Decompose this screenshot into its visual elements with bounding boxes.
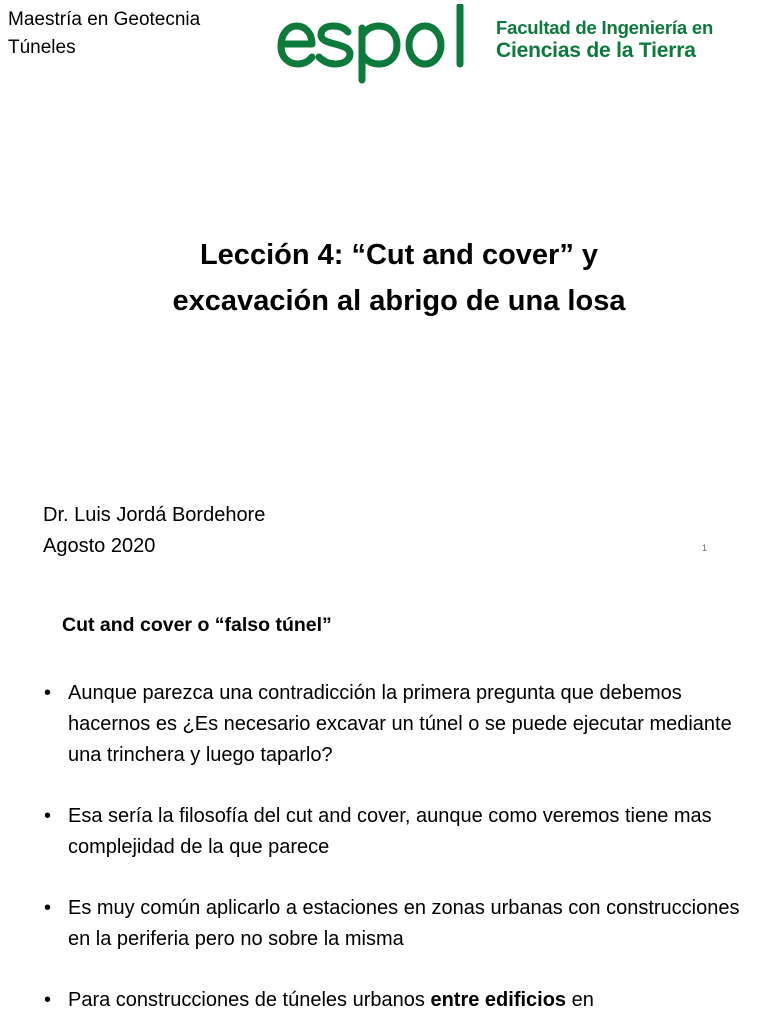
bullet-icon: • [44, 805, 52, 827]
presentation-date: Agosto 2020 [43, 535, 156, 557]
lesson-title-line-2: excavación al abrigo de una losa [172, 285, 626, 317]
page-number: 1 [702, 543, 708, 553]
bullet-item [44, 893, 744, 955]
bullet-text-part: en [566, 989, 594, 1011]
slide-2 [0, 576, 768, 1024]
bullet-list [44, 678, 744, 1024]
bullet-text [68, 989, 594, 1011]
slide-2-title: Cut and cover o “falso túnel” [62, 614, 332, 636]
bullet-text: Aunque parezca una contradicción la primera pregunta que debemos hacernos es ¿Es necesario excavar un túnel o se puede ejecutar mediante una trinchera y luego taparlo? [68, 682, 732, 766]
bullet-text: Esa sería la filosofía del cut and cover, aunque como veremos tiene mas complejidad de la que parece [68, 805, 712, 858]
faculty-line-1: Facultad de Ingeniería en [496, 17, 714, 38]
lesson-title-line-1: Lección 4: “Cut and cover” y [199, 239, 599, 271]
espol-logo-graphic [276, 4, 476, 84]
author-block [43, 500, 265, 562]
bullet-icon: • [44, 897, 52, 919]
lesson-title [0, 232, 768, 324]
author-name: Dr. Luis Jordá Bordehore [43, 504, 266, 526]
bullet-item [44, 678, 744, 771]
bullet-icon: • [44, 682, 52, 704]
bullet-text: Es muy común aplicarlo a estaciones en zonas urbanas con construcciones en la periferia pero no sobre la misma [68, 897, 740, 950]
course-info [8, 6, 200, 62]
course-line-2: Túneles [8, 37, 76, 58]
course-line-1: Maestría en Geotecnia [8, 9, 201, 30]
bullet-icon: • [44, 989, 52, 1011]
espol-logo-text [476, 4, 477, 5]
faculty-name [496, 16, 713, 62]
bullet-text-emphasis: entre edificios [430, 989, 567, 1011]
bullet-text-part: Para construcciones de túneles urbanos [68, 989, 431, 1011]
espol-logo [276, 4, 476, 84]
faculty-line-2: Ciencias de la Tierra [496, 39, 696, 62]
bullet-item [44, 985, 744, 1016]
bullet-item [44, 801, 744, 863]
